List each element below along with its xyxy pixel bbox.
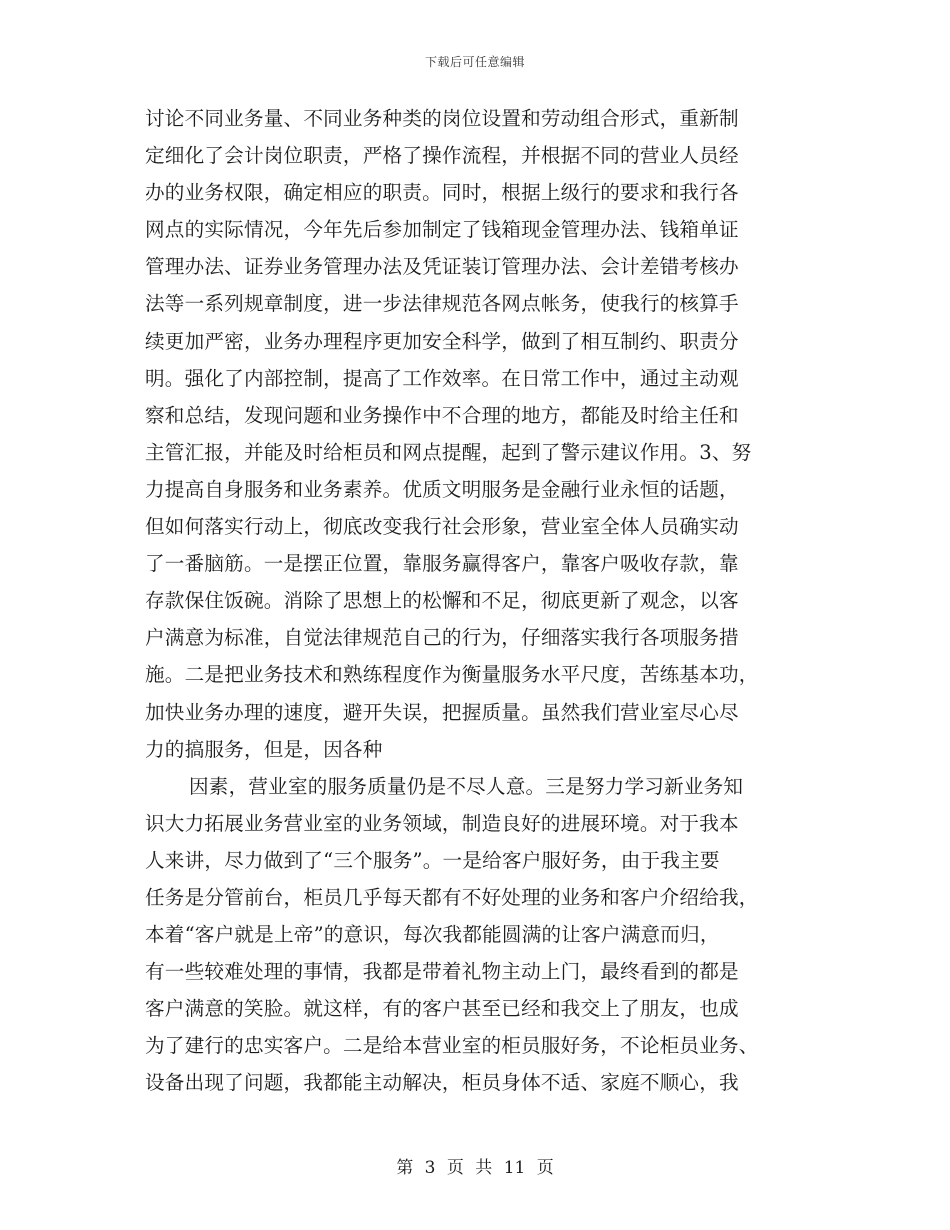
text-line: 讨论不同业务量、不同业务种类的岗位设置和劳动组合形式，重新制 (145, 107, 739, 130)
text-line: 办的业务权限，确定相应的职责。同时，根据上级行的要求和我行各 (145, 181, 739, 205)
text-line: 法等一系列规章制度，进一步法律规范各网点帐务，使我行的核算手 (145, 292, 739, 316)
page-header: 下载后可任意编辑 (424, 55, 525, 69)
text-line: 客户满意的笑脸。就这样，有的客户甚至已经和我交上了朋友，也成 (145, 997, 739, 1021)
text-line: 了一番脑筋。一是摆正位置，靠服务赢得客户，靠客户吸收存款，靠 (145, 552, 739, 576)
text-line: 本着“客户就是上帝”的意识，每次我都能圆满的让客户满意而归， (145, 923, 720, 947)
text-line: 为了建行的忠实客户。二是给本营业室的柜员服好务，不论柜员业务、 (145, 1034, 759, 1058)
text-line: 定细化了会计岗位职责，严格了操作流程，并根据不同的营业人员经 (145, 144, 739, 168)
text-line: 力提高自身服务和业务素养。优质文明服务是金融行业永恒的话题， (145, 477, 739, 501)
text-line: 有一些较难处理的事情，我都是带着礼物主动上门，最终看到的都是 (145, 960, 739, 984)
text-line: 续更加严密，业务办理程序更加安全科学，做到了相互制约、职责分 (145, 329, 739, 353)
text-line: 施。二是把业务技术和熟练程度作为衡量服务水平尺度，苦练基本功， (145, 663, 759, 687)
text-line: 主管汇报，并能及时给柜员和网点提醒，起到了警示建议作用。3、努 (145, 440, 752, 464)
paragraph-start-line: 因素，营业室的服务质量仍是不尽人意。三是努力学习新业务知 (189, 774, 744, 798)
text-line: 户满意为标准，自觉法律规范自己的行为，仔细落实我行各项服务措 (145, 626, 739, 650)
text-line: 设备出现了问题，我都能主动解决，柜员身体不适、家庭不顺心，我 (145, 1071, 739, 1095)
text-line: 人来讲，尽力做到了“三个服务”。一是给客户服好务，由于我主要 (145, 848, 720, 872)
text-line: 网点的实际情况，今年先后参加制定了钱箱现金管理办法、钱箱单证 (145, 218, 739, 242)
text-line: 力的搞服务，但是，因各种 (145, 737, 383, 761)
text-line: 存款保住饭碗。消除了思想上的松懈和不足，彻底更新了观念，以客 (145, 589, 739, 613)
page-number: 第 3 页 共 11 页 (396, 1158, 554, 1178)
text-line: 识大力拓展业务营业室的业务领域，制造良好的进展环境。对于我本 (145, 811, 739, 835)
text-line: 管理办法、证券业务管理办法及凭证装订管理办法、会计差错考核办 (145, 255, 739, 279)
body-text (145, 100, 805, 1102)
text-line: 任务是分管前台，柜员几乎每天都有不好处理的业务和客户介绍给我， (145, 885, 759, 909)
text-line: 察和总结，发现问题和业务操作中不合理的地方，都能及时给主任和 (145, 403, 739, 427)
text-line: 明。强化了内部控制，提高了工作效率。在日常工作中，通过主动观 (145, 366, 739, 390)
text-line: 加快业务办理的速度，避开失误，把握质量。虽然我们营业室尽心尽 (145, 700, 739, 724)
text-line: 但如何落实行动上，彻底改变我行社会形象，营业室全体人员确实动 (145, 515, 739, 539)
